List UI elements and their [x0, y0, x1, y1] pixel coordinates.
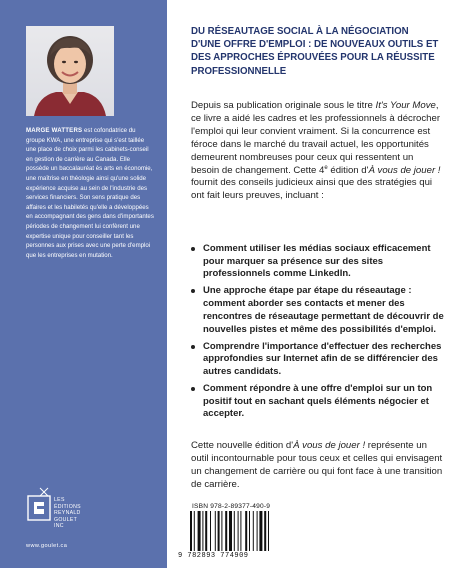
intro-text: édition d' — [327, 164, 369, 176]
outro-text: représente un outil incontournable pour tous ceux et celles qui envisagent un changement de carrière ou qui font face à une transition de carrière. — [191, 440, 443, 490]
publisher-name-line: ÉDITIONS — [54, 503, 81, 510]
barcode-digits: 9 782893 774909 — [178, 552, 249, 560]
author-sidebar — [0, 0, 167, 568]
bullet-icon — [191, 387, 195, 391]
author-bio — [26, 126, 154, 260]
cover-headline: DU RÉSEAUTAGE SOCIAL À LA NÉGOCIATION D'UNE OFFRE D'EMPLOI : DE NOUVEAUX OUTILS ET DES APPROCHES ÉPROUVÉES POUR LA RÉUSSITE PROFESSIONNELLE — [191, 26, 439, 77]
intro-paragraph — [191, 100, 441, 203]
isbn-label: ISBN 978-2-89377-490-9 — [192, 503, 271, 510]
publisher-name — [54, 497, 81, 530]
author-bio-text: est cofondatrice du groupe KWA, une entreprise qui s'est taillée une place de choix parmi les cabinets-conseil en gestion de carrière au Canada. Elle possède un baccalauréat ès arts en économie, une maîtrise en théologie ainsi qu'une solide expérience acquise au sein de l'industrie des services financiers. Son sens pratique des affaires et les habiletés qu'elle a développées en accompagnant des gens dans d'importantes périodes de changement lui confèrent une expertise unique pour conseiller tant les personnes aux prises avec une perte d'emploi que les entreprises en mutation. — [26, 127, 154, 259]
original-title: It's Your Move — [375, 100, 436, 111]
bullet-icon — [191, 345, 195, 349]
edition-superscript: e — [324, 164, 328, 171]
list-item — [191, 243, 446, 281]
benefits-list — [191, 243, 446, 425]
intro-text: , ce livre a aidé les cadres et les professionnels à décrocher l'emploi qui leur convient vraiment. Si la concurrence est féroce dans le marché du travail actuel, les opportunités demeurent nombreuses pour ceux qui ressentent un besoin de changement. Cette 4 — [191, 100, 441, 176]
list-item — [191, 341, 446, 379]
list-item — [191, 383, 446, 421]
list-item-text: Comment utiliser les médias sociaux efficacement pour marquer sa présence sur des sites professionnels comme LinkedIn. — [203, 243, 431, 280]
publisher-website[interactable]: www.goulet.ca — [26, 543, 68, 549]
author-name: MARGE WATTERS — [26, 127, 83, 134]
list-item — [191, 285, 446, 336]
publisher-name-line: GOULET — [54, 516, 78, 523]
book-title: À vous de jouer ! — [368, 164, 441, 176]
list-item-text: Comprendre l'importance d'effectuer des recherches approfondies sur Internet afin de se différencier des autres candidats. — [203, 340, 442, 377]
intro-text: fournit des conseils judicieux ainsi que des stratégies qui ont fait leurs preuves, incluant : — [191, 177, 433, 202]
book-title: À vous de jouer ! — [293, 440, 366, 451]
publisher-name-line: LES — [54, 497, 65, 503]
bullet-icon — [191, 289, 195, 293]
publisher-name-line: INC — [54, 523, 64, 530]
intro-text: Depuis sa publication originale sous le titre — [191, 100, 376, 111]
bullet-icon — [191, 247, 195, 251]
author-photo — [26, 26, 114, 116]
closing-paragraph — [191, 440, 446, 492]
publisher-name-line: REYNALD — [54, 510, 81, 517]
barcode-icon — [188, 511, 274, 556]
list-item-text: Une approche étape par étape du réseautage : comment aborder ses contacts et mener des rencontres de réseautage permettant de découvrir de nouvelles pistes et même des possibilités d'emploi. — [203, 285, 444, 335]
outro-text: Cette nouvelle édition d' — [191, 440, 294, 451]
description-panel — [167, 0, 450, 568]
list-item-text: Comment répondre à une offre d'emploi sur un ton positif tout en sachant quels éléments négocier et accepter. — [203, 382, 433, 420]
